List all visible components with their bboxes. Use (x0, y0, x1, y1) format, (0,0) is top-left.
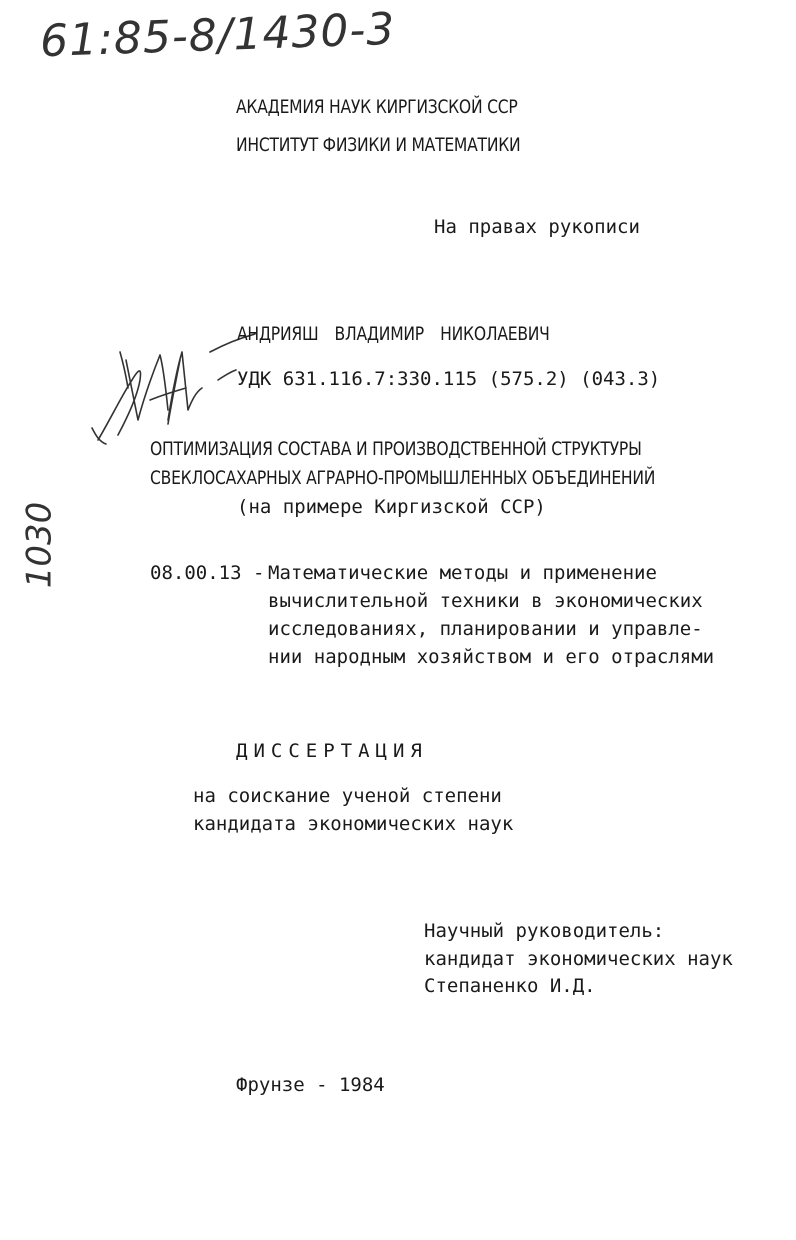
handwritten-archive-reference: 61:85-8/1430-3 (39, 3, 397, 68)
title-line-1: ОПТИМИЗАЦИЯ СОСТАВА И ПРОИЗВОДСТВЕННОЙ СТРУКТУРЫ (150, 438, 642, 460)
supervisor-name: Степаненко И.Д. (424, 975, 596, 997)
specialty-line: нии народным хозяйством и его отраслями (268, 646, 715, 668)
supervisor-label: Научный руководитель: (424, 920, 665, 942)
handwritten-side-number: 1030 (19, 501, 60, 589)
specialty-line: Математические методы и применение (268, 562, 657, 584)
title-line-3: (на примере Киргизской ССР) (237, 496, 546, 518)
degree-line-2: кандидата экономических наук (193, 813, 514, 835)
rights-notice: На правах рукописи (434, 216, 640, 238)
specialty-line: исследованиях, планировании и управле- (268, 618, 703, 640)
specialty-line: вычислительной техники в экономических (268, 590, 703, 612)
title-line-2: СВЕКЛОСАХАРНЫХ АГРАРНО-ПРОМЫШЛЕННЫХ ОБЪЕДИНЕНИЙ (150, 467, 656, 489)
institute-name: ИНСТИТУТ ФИЗИКИ И МАТЕМАТИКИ (236, 134, 521, 156)
academy-name: АКАДЕМИЯ НАУК КИРГИЗСКОЙ ССР (236, 96, 518, 118)
city-year: Фрунзе - 1984 (236, 1074, 385, 1096)
supervisor-degree: кандидат экономических наук (424, 948, 733, 970)
specialty-code: 08.00.13 - (150, 562, 265, 584)
dissertation-heading: ДИССЕРТАЦИЯ (236, 740, 428, 762)
degree-line-1: на соискание ученой степени (193, 785, 502, 807)
author-name: АНДРИЯШ ВЛАДИМИР НИКОЛАЕВИЧ (237, 323, 550, 345)
udk-code: УДК 631.116.7:330.115 (575.2) (043.3) (237, 368, 661, 390)
